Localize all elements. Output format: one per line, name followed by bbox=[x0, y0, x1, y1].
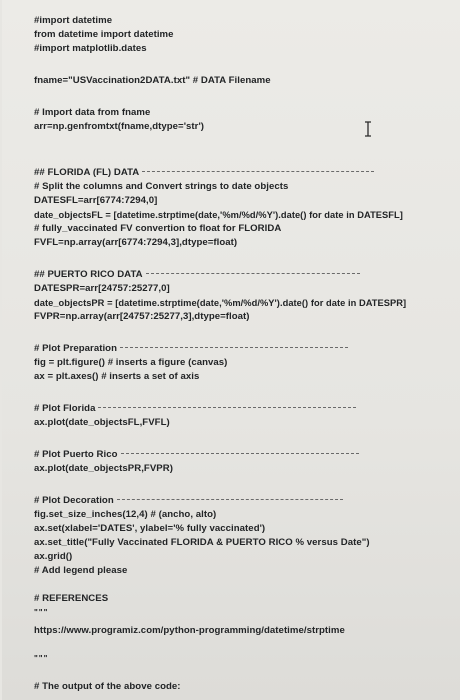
section-heading-plot-decoration bbox=[34, 494, 454, 508]
code-line: ax = plt.axes() # inserts a set of axis bbox=[34, 371, 200, 382]
code-line: date_objectsFL = [datetime.strptime(date,'%m/%d/%Y').date() for date in DATESFL] bbox=[34, 210, 403, 220]
reference-url: https://www.programiz.com/python-programming/datetime/strptime bbox=[34, 625, 345, 636]
dashed-rule bbox=[120, 347, 348, 348]
code-line: DATESFL=arr[6774:7294,0] bbox=[34, 195, 158, 206]
code-line: FVPR=np.array(arr[24757:25277,3],dtype=float) bbox=[34, 311, 250, 322]
section-heading-plot-puerto-rico bbox=[34, 448, 454, 462]
code-line: # Plot Puerto Rico bbox=[34, 449, 118, 460]
code-line: #import datetime bbox=[34, 15, 113, 26]
dashed-rule bbox=[146, 273, 360, 274]
code-line: ax.set(xlabel='DATES', ylabel='% fully vaccinated') bbox=[34, 523, 266, 534]
code-line: # fully_vaccinated FV convertion to float for FLORIDA bbox=[34, 223, 282, 234]
code-line: # The output of the above code: bbox=[34, 681, 181, 692]
code-line: fname="USVaccination2DATA.txt" # DATA Filename bbox=[34, 75, 271, 86]
code-line: ax.set_title("Fully Vaccinated FLORIDA & PUERTO RICO % versus Date") bbox=[34, 537, 370, 548]
code-line: FVFL=np.array(arr[6774:7294,3],dtype=float) bbox=[34, 237, 238, 248]
dashed-rule bbox=[98, 407, 356, 408]
docstring-close: """ bbox=[34, 654, 49, 663]
dashed-rule bbox=[121, 453, 359, 454]
code-line: # Plot Florida bbox=[34, 403, 96, 414]
section-heading-plot-preparation bbox=[34, 342, 454, 356]
code-line: ## PUERTO RICO DATA bbox=[34, 269, 143, 280]
code-line: ax.plot(date_objectsFL,FVFL) bbox=[34, 417, 170, 428]
code-line: ## FLORIDA (FL) DATA bbox=[34, 167, 140, 178]
section-heading-florida bbox=[34, 166, 454, 180]
code-line: # Import data from fname bbox=[34, 107, 151, 118]
code-line: # Plot Decoration bbox=[34, 495, 114, 506]
section-heading-plot-florida bbox=[34, 402, 454, 416]
dashed-rule bbox=[117, 499, 343, 500]
code-line: #import matplotlib.dates bbox=[34, 43, 147, 54]
text-cursor-icon bbox=[363, 121, 373, 137]
code-line: DATESPR=arr[24757:25277,0] bbox=[34, 283, 170, 294]
docstring-open: """ bbox=[34, 608, 49, 617]
code-line: date_objectsPR = [datetime.strptime(date,'%m/%d/%Y').date() for date in DATESPR] bbox=[34, 298, 407, 308]
code-line: # Plot Preparation bbox=[34, 343, 117, 354]
section-heading-puerto-rico bbox=[34, 268, 454, 282]
code-line: fig = plt.figure() # inserts a figure (canvas) bbox=[34, 357, 228, 368]
code-line: # REFERENCES bbox=[34, 593, 109, 604]
dashed-rule bbox=[142, 171, 374, 172]
code-line: # Split the columns and Convert strings to date objects bbox=[34, 181, 289, 192]
code-line: from datetime import datetime bbox=[34, 29, 174, 40]
code-line: # Add legend please bbox=[34, 565, 128, 576]
code-line: ax.plot(date_objectsPR,FVPR) bbox=[34, 463, 173, 474]
code-line: arr=np.genfromtxt(fname,dtype='str') bbox=[34, 121, 205, 132]
code-listing bbox=[34, 14, 454, 694]
code-line: fig.set_size_inches(12,4) # (ancho, alto) bbox=[34, 509, 217, 520]
code-line: ax.grid() bbox=[34, 551, 73, 562]
